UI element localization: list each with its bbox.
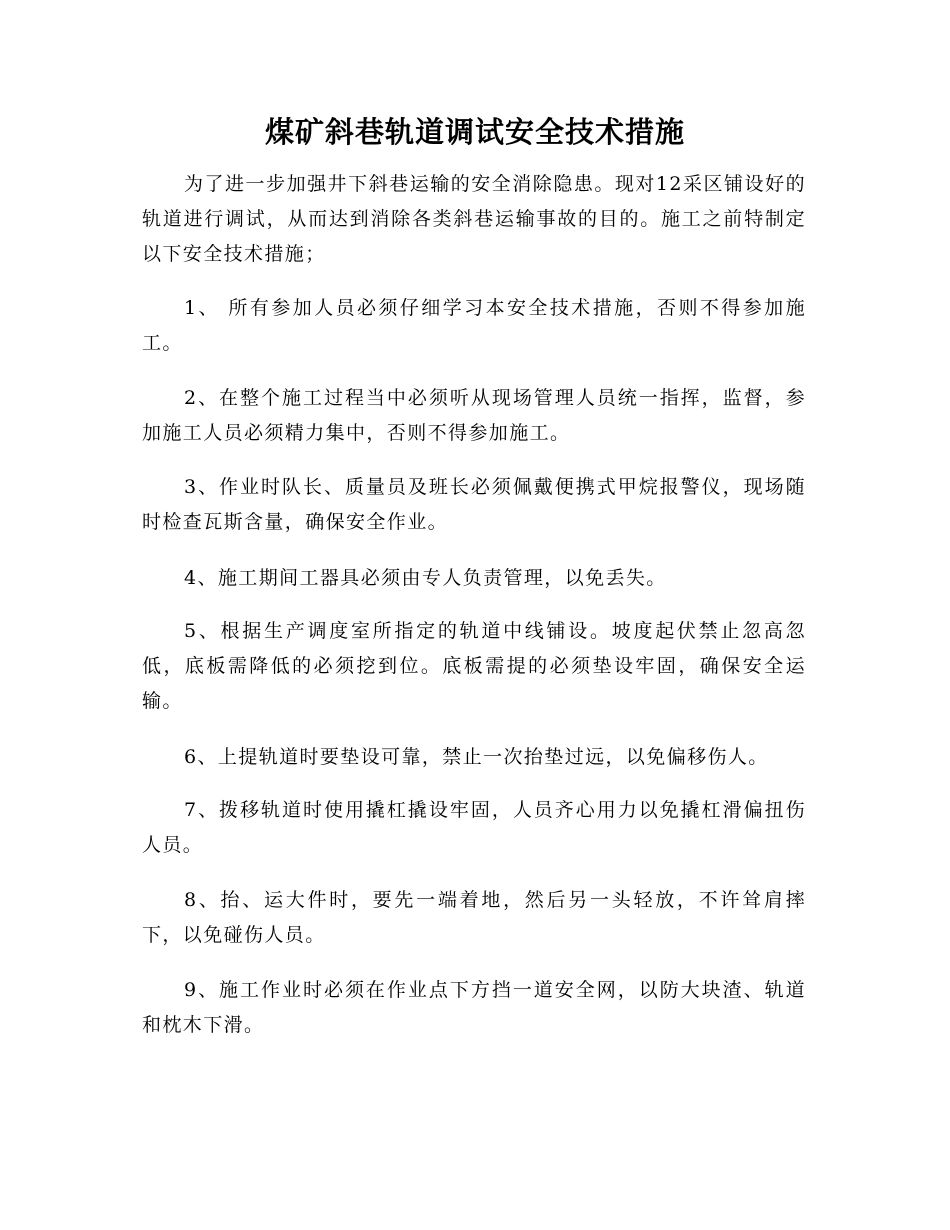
- measure-item-5: 5、根据生产调度室所指定的轨道中线铺设。坡度起伏禁止忽高忽低，底板需降低的必须挖到位。底板需提的必须垫设牢固，确保安全运输。: [142, 620, 806, 712]
- measure-item-9: 9、施工作业时必须在作业点下方挡一道安全网，以防大块渣、轨道和枕木下滑。: [142, 979, 806, 1036]
- measure-item-1: 1、 所有参加人员必须仔细学习本安全技术措施，否则不得参加施工。: [142, 297, 806, 354]
- intro-paragraph: 为了进一步加强井下斜巷运输的安全消除隐患。现对12采区铺设好的轨道进行调试，从而达到消除各类斜巷运输事故的目的。施工之前特制定以下安全技术措施；: [142, 173, 806, 265]
- measure-item-8: 8、抬、运大件时，要先一端着地，然后另一头轻放，不许耸肩摔下，以免碰伤人员。: [142, 889, 806, 946]
- measure-item-3: 3、作业时队长、质量员及班长必须佩戴便携式甲烷报警仪，现场随时检查瓦斯含量，确保安全作业。: [142, 476, 806, 533]
- document-title: 煤矿斜巷轨道调试安全技术措施: [264, 115, 685, 149]
- measure-item-2: 2、在整个施工过程当中必须听从现场管理人员统一指挥，监督，参加施工人员必须精力集中，否则不得参加施工。: [142, 387, 806, 444]
- measure-item-6: 6、上提轨道时要垫设可靠，禁止一次抬垫过远，以免偏移伤人。: [184, 746, 769, 768]
- measure-item-7: 7、拨移轨道时使用撬杠撬设牢固，人员齐心用力以免撬杠滑偏扭伤人员。: [142, 799, 806, 856]
- measure-item-4: 4、施工期间工器具必须由专人负责管理，以免丢失。: [184, 567, 667, 589]
